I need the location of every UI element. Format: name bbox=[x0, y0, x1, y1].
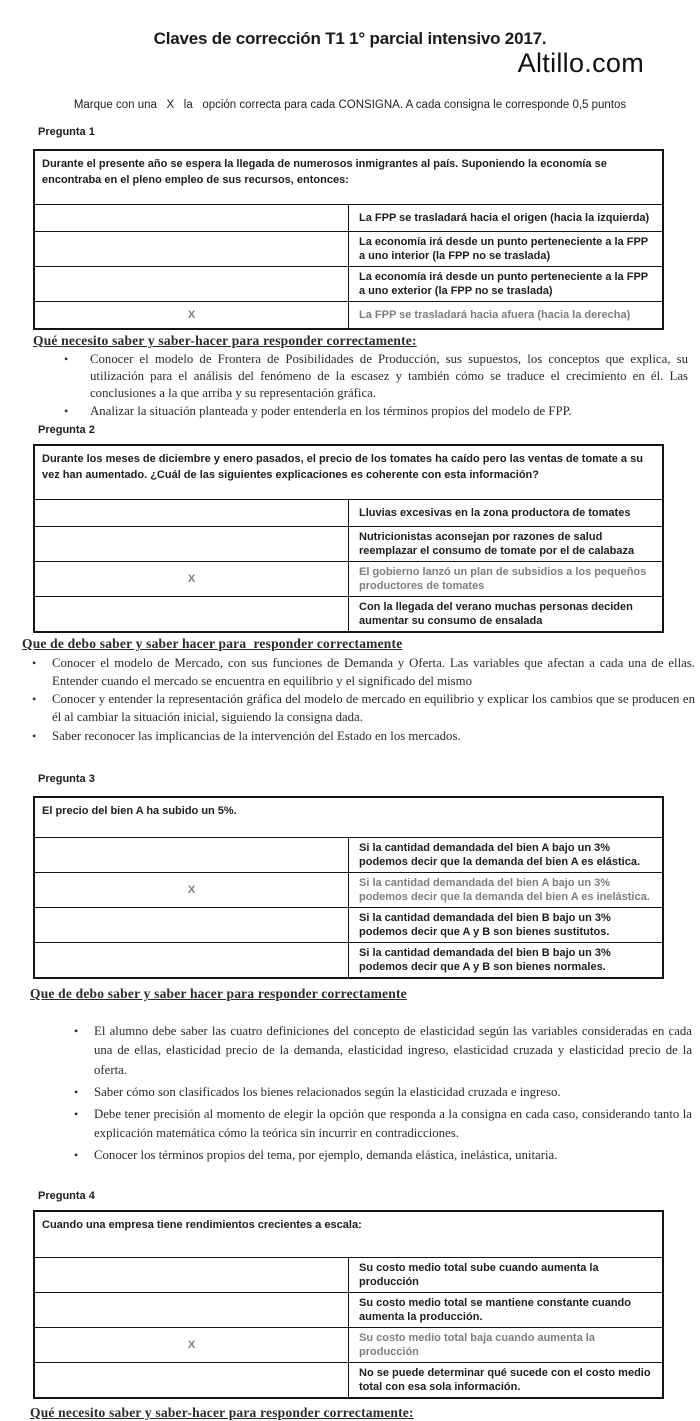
answer-mark-cell bbox=[34, 500, 349, 527]
option-text: La economía irá desde un punto perteneciente a la FPP a uno exterior (la FPP no se traslada) bbox=[349, 267, 664, 302]
question-2-label: Pregunta 2 bbox=[38, 424, 95, 437]
skill-text: Analizar la situación planteada y poder entenderla en los términos propios del modelo de FPP. bbox=[90, 403, 572, 418]
option-text: Nutricionistas aconsejan por razones de salud reemplazar el consumo de tomate por el de calabaza bbox=[349, 527, 664, 562]
bullet-icon: • bbox=[74, 1148, 79, 1163]
question-4-prompt-row bbox=[34, 1211, 663, 1258]
skill-item bbox=[74, 1105, 700, 1143]
answer-mark-cell: X bbox=[34, 302, 349, 329]
bullet-icon: • bbox=[32, 692, 37, 707]
question-3-option-row bbox=[34, 838, 663, 873]
question-4-table bbox=[33, 1210, 664, 1399]
skill-item bbox=[32, 728, 700, 746]
question-4-option-row bbox=[34, 1292, 663, 1327]
skill-text: El alumno debe saber las cuatro definiciones del concepto de elasticidad según las variables consideradas en cada una de ellas, elasticidad precio de la demanda, elasticidad ingreso, elasticidad cruzada y elasticidad precio de la oferta. bbox=[94, 1024, 692, 1077]
skill-text: Conocer y entender la representación gráfica del modelo de mercado en equilibrio y explicar los cambios que se producen en él al cambiar la situación inicial, siguiendo la consigna dada. bbox=[52, 692, 695, 724]
skill-text: Debe tener precisión al momento de elegir la opción que responda a la consigna en cada caso, considerando tanto la explicación matemática cómo la teórica sin incurrir en contradicciones. bbox=[94, 1106, 692, 1141]
skill-item bbox=[32, 691, 700, 726]
question-3-correct-option-row bbox=[34, 873, 663, 908]
option-text: Lluvias excesivas en la zona productora de tomates bbox=[349, 500, 664, 527]
bullet-icon: • bbox=[32, 728, 37, 743]
option-text: Su costo medio total sube cuando aumenta la producción bbox=[349, 1257, 664, 1292]
answer-mark-cell bbox=[34, 527, 349, 562]
answer-mark-cell bbox=[34, 838, 349, 873]
bullet-icon: • bbox=[64, 351, 69, 366]
skill-item bbox=[64, 403, 700, 420]
answer-mark-cell bbox=[34, 267, 349, 302]
altillo-watermark: Altillo.com bbox=[517, 48, 644, 78]
skills-list bbox=[64, 351, 700, 421]
skill-text: Conocer el modelo de Frontera de Posibilidades de Producción, sus supuestos, los conceptos que explica, su utilización para el análisis del fenómeno de la escasez y también cómo se traduce el crecimiento en él. Las conclusiones a la que arriba y su representación gráfica. bbox=[90, 351, 688, 401]
skills-heading: Que de debo saber y saber hacer para responder correctamente bbox=[30, 986, 407, 1002]
option-text: No se puede determinar qué sucede con el costo medio total con esa sola información. bbox=[349, 1362, 664, 1398]
answer-mark-cell bbox=[34, 943, 349, 979]
question-1-option-row bbox=[34, 267, 663, 302]
skills-list bbox=[74, 1022, 700, 1165]
question-1-prompt: Durante el presente año se espera la llegada de numerosos inmigrantes al país. Suponiendo la economía se encontraba en el pleno empleo de sus recursos, entonces: bbox=[34, 150, 663, 205]
question-2-option-row bbox=[34, 527, 663, 562]
question-1-table bbox=[33, 149, 664, 330]
answer-mark-cell: X bbox=[34, 562, 349, 597]
skill-text: Conocer el modelo de Mercado, con sus funciones de Demanda y Oferta. Las variables que afectan a cada una de ellas. Entender cuando el mercado se encuentra en equilibrio y el significado del mismo bbox=[52, 656, 695, 688]
option-text: Si la cantidad demandada del bien B bajo un 3% podemos decir que A y B son bienes normales. bbox=[349, 943, 664, 979]
skill-item bbox=[74, 1146, 700, 1165]
marking-instruction: Marque con una X la opción correcta para cada CONSIGNA. A cada consigna le corresponde 0,5 puntos bbox=[73, 99, 627, 111]
question-3-prompt: El precio del bien A ha subido un 5%. bbox=[34, 797, 663, 838]
question-3-option-row bbox=[34, 908, 663, 943]
question-2-prompt-row bbox=[34, 445, 663, 500]
document-title: Claves de corrección T1 1° parcial intensivo 2017. bbox=[153, 29, 547, 48]
question-3-table bbox=[33, 796, 664, 979]
skills-heading: Qué necesito saber y saber-hacer para responder correctamente: bbox=[30, 1404, 414, 1420]
answer-mark-cell: X bbox=[34, 1327, 349, 1362]
question-2-prompt: Durante los meses de diciembre y enero pasados, el precio de los tomates ha caído pero las ventas de tomate a su vez han aumentado. ¿Cuál de las siguientes explicaciones es coherente con esta información? bbox=[34, 445, 663, 500]
question-4-option-row bbox=[34, 1362, 663, 1398]
question-2-table bbox=[33, 444, 664, 633]
skill-item bbox=[64, 351, 700, 403]
answer-mark-cell bbox=[34, 1292, 349, 1327]
question-1-prompt-row bbox=[34, 150, 663, 205]
question-1-label: Pregunta 1 bbox=[38, 126, 95, 138]
answer-mark-cell bbox=[34, 205, 349, 232]
skills-heading: Que de debo saber y saber hacer para responder correctamente bbox=[22, 636, 403, 652]
answer-mark-cell: X bbox=[34, 873, 349, 908]
bullet-icon: • bbox=[74, 1106, 79, 1121]
skill-item bbox=[74, 1083, 700, 1102]
question-4-prompt: Cuando una empresa tiene rendimientos crecientes a escala: bbox=[34, 1211, 663, 1258]
skill-item bbox=[74, 1022, 700, 1080]
option-text: Si la cantidad demandada del bien A bajo un 3% podemos decir que la demanda del bien A es inelástica. bbox=[349, 873, 664, 908]
skill-text: Saber reconocer las implicancias de la intervención del Estado en los mercados. bbox=[52, 728, 461, 743]
option-text: Si la cantidad demandada del bien B bajo un 3% podemos decir que A y B son bienes sustitutos. bbox=[349, 908, 664, 943]
question-4-option-row bbox=[34, 1257, 663, 1292]
answer-mark-cell bbox=[34, 908, 349, 943]
question-3-option-row bbox=[34, 943, 663, 979]
question-1-option-row bbox=[34, 232, 663, 267]
question-2-option-row bbox=[34, 597, 663, 633]
option-text: Si la cantidad demandada del bien A bajo un 3% podemos decir que la demanda del bien A es elástica. bbox=[349, 838, 664, 873]
option-text: Su costo medio total baja cuando aumenta la producción bbox=[349, 1327, 664, 1362]
skill-text: Saber cómo son clasificados los bienes relacionados según la elasticidad cruzada e ingreso. bbox=[94, 1084, 561, 1099]
bullet-icon: • bbox=[74, 1024, 79, 1039]
answer-mark-cell bbox=[34, 1362, 349, 1398]
question-1-option-row bbox=[34, 205, 663, 232]
answer-mark-cell bbox=[34, 1257, 349, 1292]
question-1-correct-option-row bbox=[34, 302, 663, 329]
question-4-correct-option-row bbox=[34, 1327, 663, 1362]
bullet-icon: • bbox=[74, 1084, 79, 1099]
skills-list bbox=[32, 655, 700, 745]
skill-text: Conocer los términos propios del tema, por ejemplo, demanda elástica, inelástica, unitaria. bbox=[94, 1148, 558, 1163]
answer-mark-cell bbox=[34, 597, 349, 633]
bullet-icon: • bbox=[32, 656, 37, 671]
option-text: Con la llegada del verano muchas personas deciden aumentar su consumo de ensalada bbox=[349, 597, 664, 633]
question-2-correct-option-row bbox=[34, 562, 663, 597]
document-page bbox=[0, 29, 700, 1420]
option-text: La economía irá desde un punto perteneciente a la FPP a uno interior (la FPP no se traslada) bbox=[349, 232, 664, 267]
skill-item bbox=[32, 655, 700, 690]
question-2-option-row bbox=[34, 500, 663, 527]
question-3-label: Pregunta 3 bbox=[38, 773, 95, 786]
option-text: El gobierno lanzó un plan de subsidios a los pequeños productores de tomates bbox=[349, 562, 664, 597]
option-text: Su costo medio total se mantiene constante cuando aumenta la producción. bbox=[349, 1292, 664, 1327]
skills-heading: Qué necesito saber y saber-hacer para responder correctamente: bbox=[33, 332, 417, 348]
bullet-icon: • bbox=[64, 403, 69, 418]
option-text: La FPP se trasladará hacia el origen (hacia la izquierda) bbox=[349, 205, 664, 232]
question-3-prompt-row bbox=[34, 797, 663, 838]
answer-mark-cell bbox=[34, 232, 349, 267]
question-4-label: Pregunta 4 bbox=[38, 1189, 95, 1202]
option-text: La FPP se trasladará hacia afuera (hacia la derecha) bbox=[349, 302, 664, 329]
